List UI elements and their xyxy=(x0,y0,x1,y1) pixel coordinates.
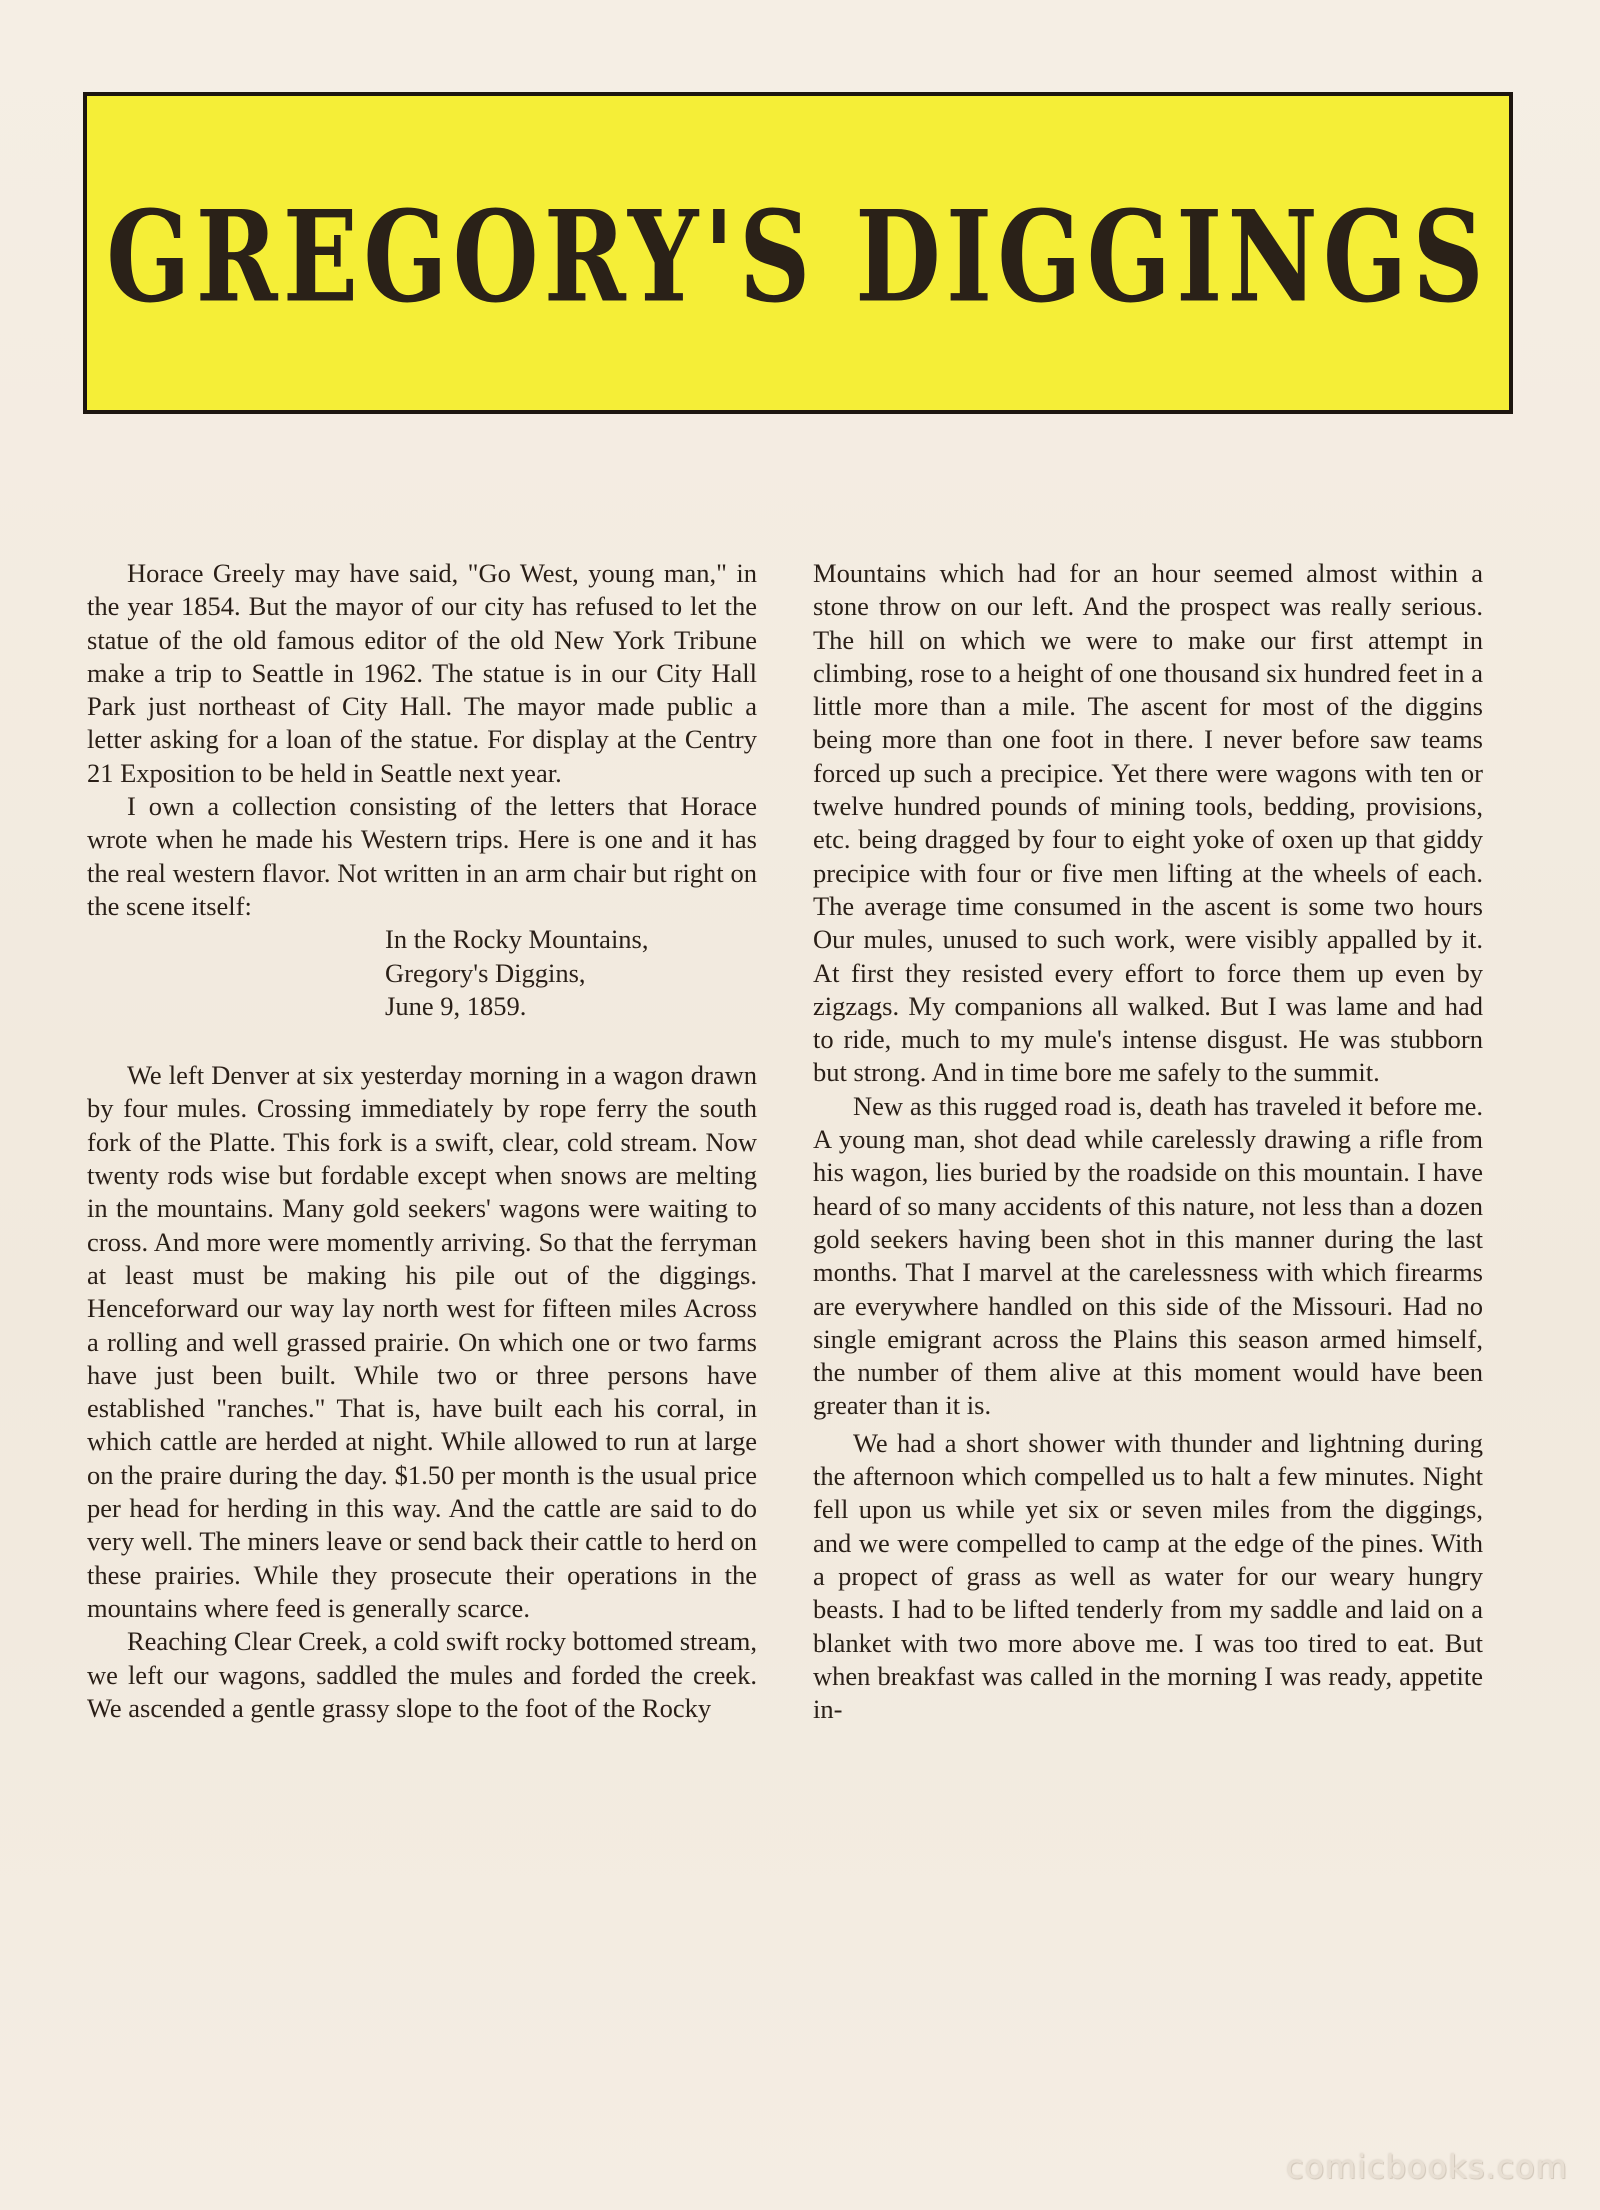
paragraph-clear-creek: Reaching Clear Creek, a cold swift rocky bottomed stream, we left our wagons, saddled the mules and forded the creek. We ascended a gentle grassy slope to the foot of the Rocky xyxy=(87,1626,757,1723)
title-banner xyxy=(83,92,1513,414)
dateline-place: In the Rocky Mountains, xyxy=(385,924,649,955)
paragraph-mountains: Mountains which had for an hour seemed almost within a stone throw on our left. And the prospect was really serious. The hill on which we were to make our first attempt in climbing, rose to a height of one thousand six hundred feet in a little more than a mile. The ascent for most of the diggins being more than one foot in there. I never before saw teams forced up such a precipice. Yet there were wagons with ten or twelve hundred pounds of mining tools, bedding, provisions, etc. being dragged by four to eight yoke of oxen up that giddy precipice with four or five men lifting at the wheels of each. The average time consumed in the ascent is some two hours Our mules, unused to such work, were visibly appalled by it. At first they resisted every effort to force them up even by zigzags. My companions all walked. But I was lame and had to ride, much to my mule's intense disgust. He was stubborn but strong. And in time bore me safely to the summit. xyxy=(813,558,1483,1088)
dateline-camp: Gregory's Diggins, xyxy=(385,957,586,988)
site-watermark: comicbooks.com xyxy=(1285,2148,1568,2186)
letter-dateline xyxy=(385,923,757,1023)
paragraph-intro: Horace Greely may have said, "Go West, young man," in the year 1854. But the mayor of our city has refused to let the statue of the old famous editor of the old New York Tribune make a trip to Seattle in 1962. The statue is in our City Hall Park just northeast of City Hall. The mayor made public a letter asking for a loan of the statue. For display at the Centry 21 Exposition to be held in Seattle next year. xyxy=(87,558,757,788)
paragraph-left-denver: We left Denver at six yesterday morning in a wagon drawn by four mules. Crossing immediately by rope ferry the south fork of the Platte. This fork is a swift, clear, cold stream. Now twenty rods wise but fordable except when snows are melting in the mountains. Many gold seekers' wagons were waiting to cross. And more were momently arriving. So that the ferryman at least must be making his pile out of the diggings. Henceforward our way lay north west for fifteen miles Across a rolling and well grassed prairie. On which one or two farms have just been built. While two or three persons have established "ranches." That is, have built each his corral, in which cattle are herded at night. While allowed to run at large on the praire during the day. $1.50 per month is the usual price per head for herding in this way. And the cattle are said to do very well. The miners leave or send back their cattle to herd on these prairies. While they prosecute their operations in the mountains where feed is generally scarce. xyxy=(87,1060,757,1623)
spacer xyxy=(87,1023,757,1059)
article-left-column xyxy=(87,557,757,1725)
dateline-date: June 9, 1859. xyxy=(385,990,527,1021)
page-title: GREGORY'S DIGGINGS xyxy=(106,183,1490,331)
paragraph-death: New as this rugged road is, death has traveled it before me. A young man, shot dead while carelessly drawing a rifle from his wagon, lies buried by the roadside on this mountain. I have heard of so many accidents of this nature, not less than a dozen gold seekers having been shot in this manner during the last months. That I marvel at the carelessness with which firearms are everywhere handled on this side of the Missouri. Had no single emigrant across the Plains this season armed himself, the number of them alive at this moment would have been greater than it is. xyxy=(813,1090,1483,1421)
paragraph-letters: I own a collection consisting of the letters that Horace wrote when he made his Western trips. Here is one and it has the real western flavor. Not written in an arm chair but right on the scene itself: xyxy=(87,791,757,921)
paragraph-shower: We had a short shower with thunder and lightning during the afternoon which compelled us to halt a few minutes. Night fell upon us while yet six or seven miles from the diggings, and we were compelled to camp at the edge of the pines. With a propect of grass as well as water for our weary hungry beasts. I had to be lifted tenderly from my saddle and laid on a blanket with two more above me. I was too tired to eat. But when breakfast was called in the morning I was ready, appetite in- xyxy=(813,1427,1483,1725)
article-right-column xyxy=(813,557,1483,1726)
